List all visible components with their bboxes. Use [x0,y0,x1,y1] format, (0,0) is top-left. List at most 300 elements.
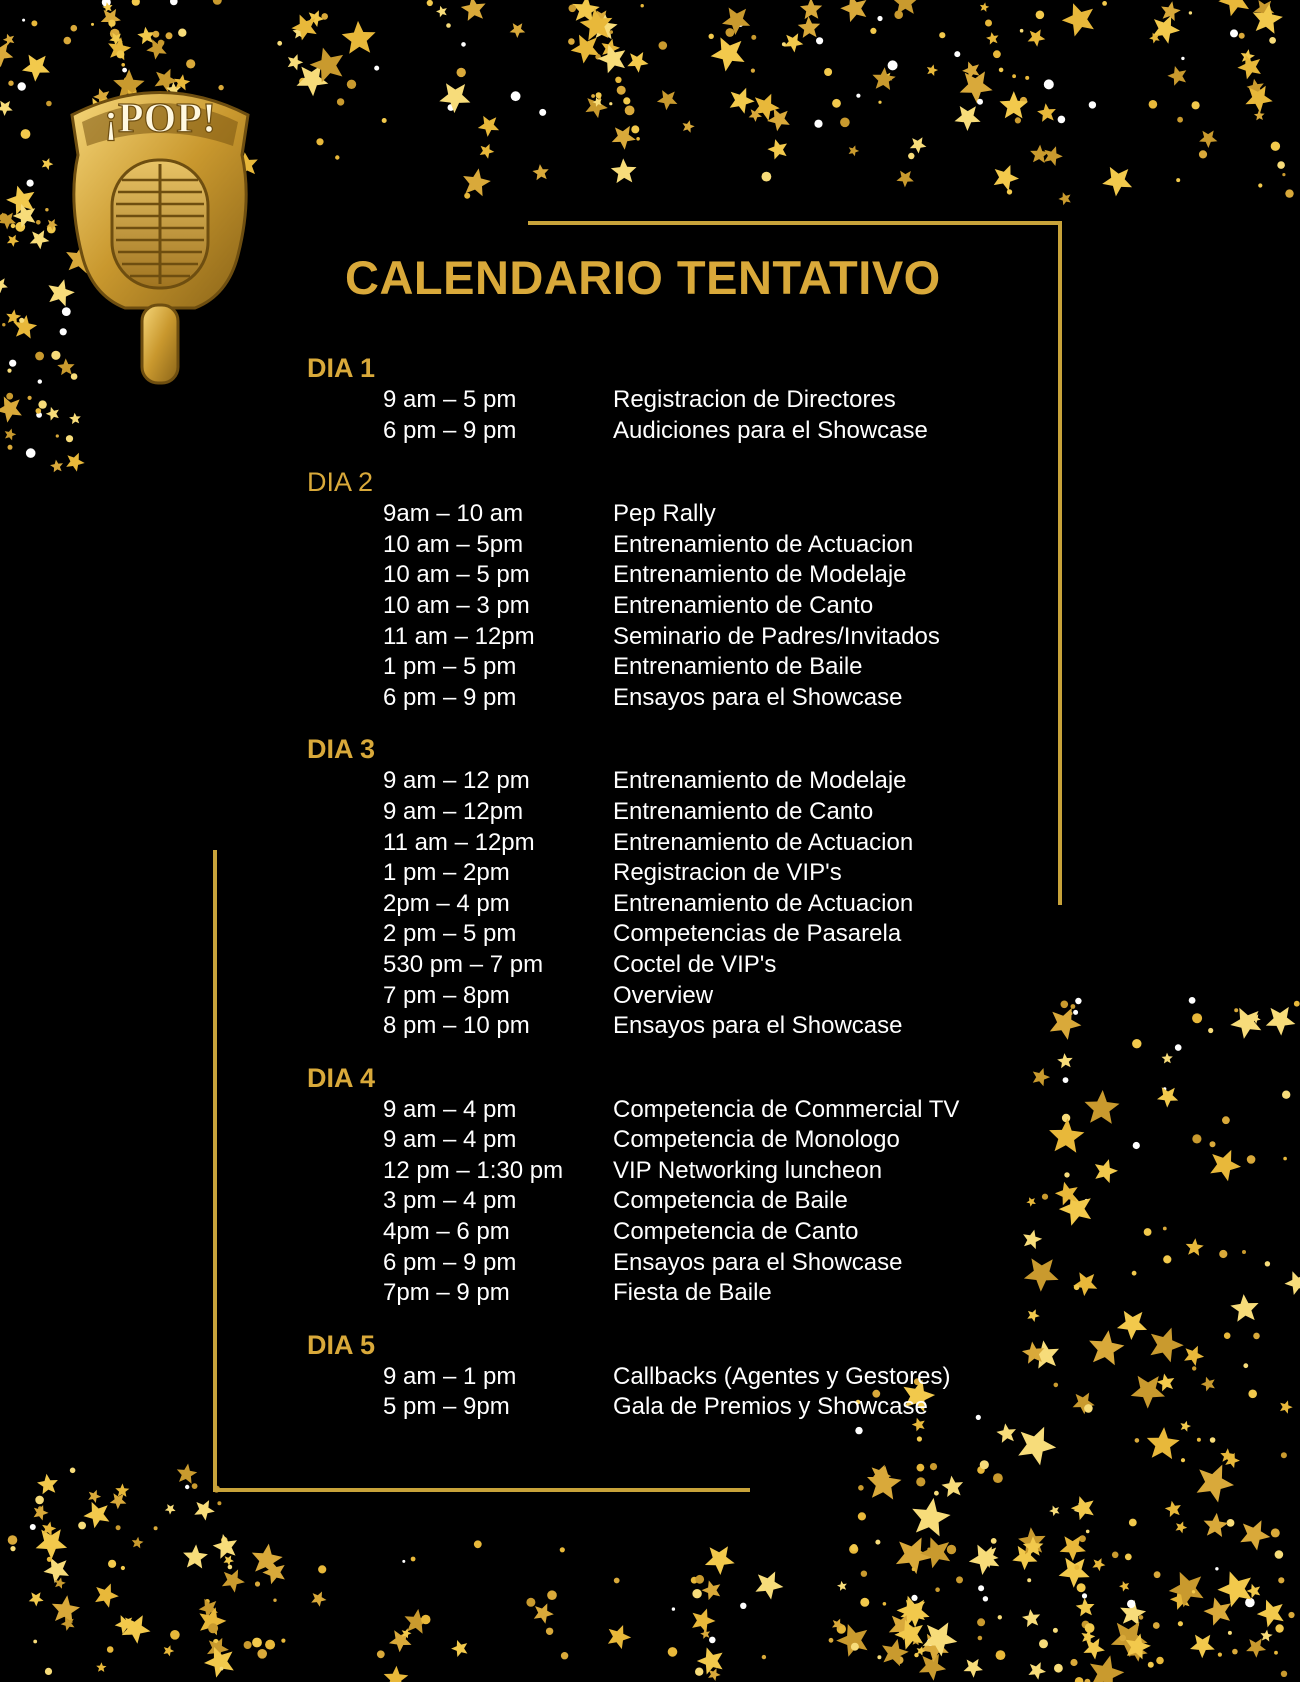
sparkle-dot [217,1501,221,1505]
schedule-row [307,828,1007,859]
sparkle-dot [28,396,32,400]
sparkle-dot [19,318,24,323]
star-shape [342,21,376,54]
star-shape [837,1581,847,1591]
star-shape [1095,1159,1118,1183]
sparkle-dot [107,1646,114,1653]
sparkle-dot [609,30,613,34]
event-activity: Competencias de Pasarela [613,920,902,948]
star-shape [1058,192,1070,205]
day-section [307,1329,1007,1423]
sparkle-dot [726,28,735,37]
event-time: 9 am – 4 pm [383,1126,517,1154]
star-shape [1230,1294,1258,1322]
star-shape [1201,1377,1215,1392]
star-shape [1102,167,1132,197]
sparkle-dot [1163,1227,1167,1231]
sparkle-dot [1125,1554,1132,1561]
day-label: DIA 3 [307,734,376,765]
sparkle-dot [47,1557,52,1562]
sparkle-dot [927,1548,931,1552]
star-shape [66,453,85,472]
star-shape [1049,1506,1059,1517]
star-shape [534,1603,554,1623]
star-shape [311,1592,326,1607]
sparkle-dot [1012,74,1016,78]
pop-microphone-logo [60,80,260,385]
star-shape [1022,1609,1040,1627]
sparkle-dot [457,68,466,77]
event-time: 10 am – 5 pm [383,561,530,589]
sparkle-dot [273,1599,276,1602]
event-activity: Ensayos para el Showcase [613,1012,903,1040]
event-time: 530 pm – 7 pm [383,950,544,978]
star-shape [177,1464,197,1484]
event-time: 9 am – 12pm [383,797,524,825]
sparkle-dot [1015,117,1021,123]
sparkle-dot [461,42,466,47]
sparkle-dot [832,99,841,108]
star-shape [1119,1581,1129,1592]
star-shape [29,1592,44,1606]
logo-text: ¡POP! [104,96,216,142]
sparkle-dot [851,1544,858,1551]
sparkle-dot [132,0,140,6]
star-shape [34,1505,49,1521]
sparkle-dot [947,1545,956,1554]
sparkle-dot [1247,1155,1256,1164]
schedule-row [307,1095,1007,1126]
sparkle-dot [939,32,945,38]
frame-bottom-line [213,1488,750,1492]
schedule-row [307,499,1007,530]
event-activity: Registracion de VIP's [613,859,842,887]
sparkle-dot [1062,1114,1070,1122]
star-shape [700,1629,710,1639]
event-time: 9 am – 5 pm [383,386,517,413]
star-shape [1184,1346,1204,1366]
sparkle-dot [1163,1255,1171,1263]
star-shape [1204,1513,1229,1537]
star-shape [1028,29,1046,46]
star-shape [83,1502,109,1528]
event-time: 2 pm – 5 pm [383,920,517,948]
star-shape [1186,1238,1204,1256]
star-shape [849,145,860,156]
sparkle-dot [668,1647,678,1657]
schedule-row [307,1156,1007,1187]
sparkle-dot [1036,11,1045,20]
sparkle-dot [546,1628,553,1635]
star-shape [384,1666,409,1682]
star-shape [7,235,19,247]
star-shape [288,54,304,70]
day-label: DIA 4 [307,1062,376,1093]
star-shape [1176,1521,1188,1533]
star-shape [611,158,637,183]
star-shape [964,1659,983,1678]
day-section [307,1062,1007,1309]
star-shape [1131,1376,1165,1409]
sparkle-dot [1069,1012,1072,1015]
star-shape [3,34,14,46]
star-shape [1059,1558,1090,1588]
sparkle-dot [1271,142,1280,151]
schedule-row [307,797,1007,828]
sparkle-dot [170,0,178,5]
star-shape [1204,1597,1231,1625]
star-shape [1018,1427,1056,1466]
sparkle-dot [1274,1651,1278,1655]
star-shape [132,1537,144,1549]
sparkle-dot [977,1618,985,1626]
sparkle-dot [956,1576,963,1583]
sparkle-dot [1189,997,1196,1004]
star-shape [1073,1272,1097,1296]
sparkle-dot [878,101,881,104]
schedule-row [307,385,1007,416]
sparkle-dot [1222,1116,1230,1124]
sparkle-dot [983,1596,988,1601]
event-activity: Gala de Premios y Showcase [613,1393,928,1421]
star-shape [969,1545,1000,1575]
sparkle-dot [596,92,602,98]
sparkle-dot [917,1464,925,1472]
event-time: 1 pm – 5 pm [383,653,517,681]
sparkle-dot [1054,1383,1059,1388]
sparkle-dot [568,38,575,45]
star-shape [767,139,787,159]
star-shape [1147,1427,1180,1459]
star-shape [755,1572,783,1600]
star-shape [88,1490,101,1503]
star-shape [44,1558,70,1584]
star-shape [50,460,63,473]
star-shape [608,1625,631,1649]
event-time: 2pm – 4 pm [383,889,510,917]
event-activity: Callbacks (Agentes y Gestores) [613,1362,951,1390]
star-shape [1167,66,1186,86]
star-shape [627,52,648,73]
sparkle-dot [1074,1285,1080,1291]
schedule-row [307,919,1007,950]
sparkle-dot [1025,76,1029,80]
star-shape [1240,1520,1270,1550]
star-shape [1162,1053,1173,1064]
sparkle-dot [116,1525,121,1530]
star-shape [1246,1639,1266,1658]
sparkle-dot [316,138,323,145]
schedule-row [307,622,1007,653]
sparkle-dot [208,1623,218,1633]
day-label: DIA 2 [307,467,374,498]
sparkle-dot [709,1637,716,1644]
sparkle-dot [347,80,356,89]
star-shape [1117,1311,1147,1340]
star-shape [1257,1600,1284,1628]
sparkle-dot [31,20,37,26]
star-shape [1210,1150,1241,1181]
sparkle-dot [996,1650,1006,1660]
star-shape [95,1584,119,1608]
sparkle-dot [1234,1008,1238,1012]
sparkle-dot [26,448,36,458]
star-shape [1197,1465,1234,1503]
sparkle-dot [18,82,26,90]
sparkle-dot [6,393,13,400]
star-shape [980,2,989,12]
star-shape [1261,1630,1273,1642]
sparkle-dot [1181,57,1184,60]
star-shape [1199,131,1217,149]
sparkle-dot [916,1477,925,1486]
sparkle-dot [1132,1039,1141,1048]
sparkle-dot [1285,189,1293,197]
star-shape [30,230,50,249]
schedule-row [307,530,1007,561]
star-shape [532,164,548,180]
sparkle-dot [36,220,41,225]
sparkle-dot [1219,1250,1227,1258]
event-activity: Entrenamiento de Canto [613,591,874,619]
sparkle-dot [980,1460,989,1469]
schedule-row [307,1125,1007,1156]
sparkle-dot [856,94,860,98]
sparkle-dot [1192,1013,1202,1023]
sparkle-dot [1064,1172,1069,1177]
sparkle-dot [337,98,344,105]
sparkle-dot [998,1615,1002,1619]
sparkle-dot [382,118,387,123]
event-activity: Entrenamiento de Modelaje [613,767,907,795]
star-shape [0,278,8,293]
sparkle-dot [1248,1390,1257,1399]
event-time: 5 pm – 9pm [383,1393,510,1421]
sparkle-dot [56,434,59,437]
event-activity: Entrenamiento de Modelaje [613,561,907,589]
star-shape [213,1534,237,1559]
event-activity: Registracion de Directores [613,386,896,413]
sparkle-dot [636,137,640,141]
sparkle-dot [1192,1134,1201,1143]
sparkle-dot [8,445,13,450]
sparkle-dot [255,1581,260,1586]
sparkle-dot [71,25,78,32]
star-shape [5,429,17,441]
star-shape [461,0,486,21]
star-shape [571,35,600,64]
sparkle-dot [908,153,914,159]
sparkle-dot [824,68,832,76]
star-shape [1218,0,1249,16]
sparkle-dot [1258,183,1262,187]
sparkle-dot [840,118,850,128]
sparkle-dot [464,193,470,199]
sparkle-dot [1192,101,1200,109]
sparkle-dot [1288,1612,1294,1618]
star-shape [1000,91,1029,118]
sparkle-dot [8,1535,18,1545]
star-shape [657,90,678,110]
sparkle-dot [45,208,48,211]
day-section [307,352,1007,446]
sparkle-dot [116,50,124,58]
sparkle-dot [122,68,127,73]
sparkle-dot [615,77,621,83]
sparkle-dot [10,1546,15,1551]
star-shape [800,0,822,19]
event-activity: Coctel de VIP's [613,950,777,978]
star-shape [478,116,499,137]
sparkle-dot [1070,1659,1077,1666]
star-shape [46,407,59,421]
star-shape [1254,110,1265,120]
sparkle-dot [934,1491,939,1496]
event-activity: Audiciones para el Showcase [613,416,928,444]
sparkle-dot [9,360,16,367]
schedule-row [307,1186,1007,1217]
sparkle-dot [875,1540,880,1545]
sparkle-dot [91,23,94,26]
schedule-row [307,683,1007,714]
sparkle-dot [1218,1653,1222,1657]
sparkle-dot [1119,1635,1126,1642]
star-shape [1089,1330,1124,1365]
sparkle-dot [1156,1657,1164,1665]
sparkle-dot [192,1483,198,1489]
sparkle-dot [154,1526,158,1530]
star-shape [194,1500,215,1521]
star-shape [692,1609,715,1633]
sparkle-dot [526,1598,535,1607]
sparkle-dot [321,13,328,20]
sparkle-dot [1210,1141,1216,1147]
schedule-row [307,1248,1007,1279]
schedule-row [307,981,1007,1012]
sparkle-dot [1227,1519,1235,1527]
sparkle-dot [446,23,451,28]
sparkle-dot [1063,1077,1069,1083]
sparkle-dot [1269,37,1276,44]
event-activity: Entrenamiento de Actuacion [613,889,914,917]
event-time: 6 pm – 9 pm [383,1248,517,1276]
star-shape [711,37,745,71]
sparkle-dot [1096,1667,1100,1671]
star-shape [1037,103,1056,122]
star-shape [122,1615,151,1644]
sparkle-dot [178,29,186,37]
event-time: 11 am – 12pm [383,828,535,856]
sparkle-dot [78,1522,86,1530]
sparkle-dot [2,323,5,326]
star-shape [1169,1572,1204,1607]
star-shape [705,1546,735,1575]
frame-top-line [528,221,1062,225]
star-shape [1180,1421,1191,1432]
sparkle-dot [539,109,546,116]
star-shape [955,106,981,131]
star-shape [1062,3,1094,36]
sparkle-dot [1282,1091,1290,1099]
sparkle-dot [66,435,73,442]
sparkle-dot [1175,1044,1182,1051]
star-shape [222,1569,245,1592]
schedule [307,352,1007,1443]
event-activity: Seminario de Padres/Invitados [613,622,940,650]
sparkle-dot [1039,1639,1048,1648]
sparkle-dot [166,32,173,39]
event-activity: Competencia de Baile [613,1187,848,1215]
sparkle-dot [1271,1528,1280,1537]
sparkle-dot [1075,1677,1084,1682]
schedule-row [307,1278,1007,1309]
sparkle-dot [861,1571,867,1577]
event-time: 6 pm – 9 pm [383,416,517,444]
sparkle-dot [35,1496,44,1505]
sparkle-dot [1208,1028,1213,1033]
star-shape [510,23,526,38]
sparkle-dot [22,19,25,22]
sparkle-dot [993,50,1001,58]
schedule-row [307,950,1007,981]
star-shape [13,315,37,339]
sparkle-dot [1239,33,1245,39]
sparkle-dot [1210,1437,1216,1443]
sparkle-dot [38,379,42,383]
sparkle-dot [911,1595,917,1601]
sparkle-dot [561,1652,568,1659]
schedule-row [307,591,1007,622]
sparkle-dot [377,1650,385,1658]
sparkle-dot [1275,1624,1283,1632]
star-shape [1026,1197,1036,1207]
event-time: 8 pm – 10 pm [383,1012,530,1040]
sparkle-dot [1199,150,1207,158]
event-time: 3 pm – 4 pm [383,1187,517,1215]
star-shape [137,27,155,45]
sparkle-dot [1139,1615,1144,1620]
sparkle-dot [547,1590,557,1600]
star-shape [451,1640,467,1657]
sparkle-dot [11,224,16,229]
event-activity: VIP Networking luncheon [613,1156,883,1184]
day-label: DIA 1 [307,353,376,383]
sparkle-dot [1149,100,1158,109]
sparkle-dot [335,155,339,159]
star-shape [798,16,821,38]
sparkle-dot [631,125,639,133]
star-shape [1157,1374,1175,1392]
sparkle-dot [978,1636,983,1641]
star-shape [702,1580,721,1600]
sparkle-dot [930,1463,937,1470]
star-shape [1085,1090,1120,1124]
star-shape [224,1555,235,1565]
event-activity: Ensayos para el Showcase [613,683,903,711]
sparkle-dot [858,1512,866,1520]
day-section [307,733,1007,1041]
sparkle-dot [614,1578,620,1584]
star-shape [1083,1638,1105,1659]
sparkle-dot [695,1575,704,1584]
star-shape [882,1639,909,1666]
event-time: 10 am – 3 pm [383,591,530,619]
sparkle-dot [1154,1571,1161,1578]
star-shape [439,83,470,113]
event-activity: Pep Rally [613,500,716,528]
sparkle-dot [64,37,72,45]
sparkle-dot [185,1485,189,1489]
